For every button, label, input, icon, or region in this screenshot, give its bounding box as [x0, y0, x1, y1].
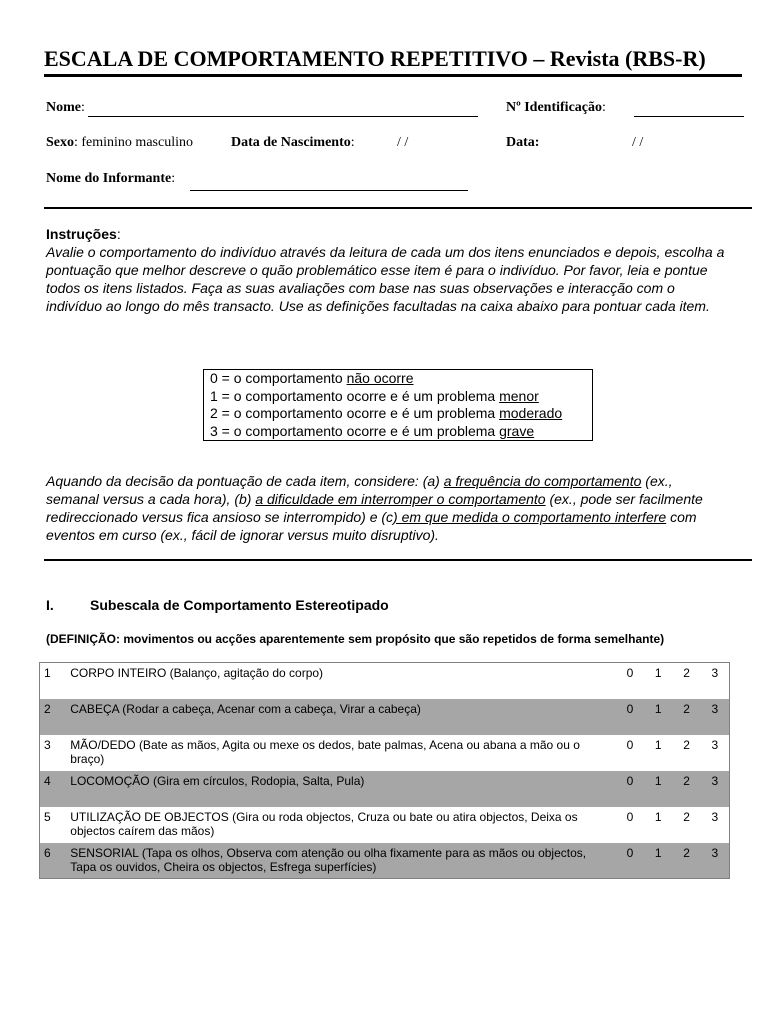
- score-option-1[interactable]: 1: [644, 771, 672, 807]
- section-heading: [46, 597, 389, 613]
- score-option-3[interactable]: 3: [701, 771, 730, 807]
- table-row: [40, 735, 730, 771]
- item-description: SENSORIAL (Tapa os olhos, Observa com atenção ou olha fixamente para as mãos ou objectos, Tapa os ouvidos, Cheira os objectos, Esfrega superfícies): [66, 843, 616, 879]
- instructions-title: Instruções: [46, 226, 117, 242]
- id-field-label: Nº Identificação:: [506, 100, 606, 115]
- score-option-0[interactable]: 0: [626, 737, 634, 752]
- item-description: UTILIZAÇÃO DE OBJECTOS (Gira ou roda objectos, Cruza ou bate ou atira objectos, Deixa os objectos caírem das mãos): [70, 809, 578, 838]
- section-number: I.: [46, 597, 54, 613]
- legend-item: 0 = o comportamento não ocorre: [210, 370, 414, 386]
- score-option-1[interactable]: 1: [654, 809, 662, 824]
- title-rule: [44, 74, 742, 77]
- table-row: [40, 807, 730, 843]
- items-table: [39, 662, 730, 879]
- instructions-block: Instruções: Avalie o comportamento do indivíduo através da leitura de cada um dos itens enunciados e depois, escolha a pontuação que melhor descreve o quão problemático esse item é para o indivíduo. Por favor, leia e pontue todos os itens listados. Faça as suas avaliações com base nas suas observações e interacção com o indivíduo ao longo do mês transacto. Use as definições facultadas na caixa abaixo para pontuar cada item.: [46, 226, 725, 314]
- table-row: [40, 771, 730, 807]
- section-title: Subescala de Comportamento Estereotipado: [90, 597, 389, 613]
- intro-separator: [44, 559, 752, 561]
- informant-field-line[interactable]: [190, 190, 468, 191]
- table-row: [40, 699, 730, 735]
- score-option-3[interactable]: 3: [711, 809, 719, 824]
- item-description: CABEÇA (Rodar a cabeça, Acenar com a cabeça, Virar a cabeça): [66, 699, 616, 735]
- score-option-2[interactable]: 2: [672, 699, 700, 735]
- item-number: 3: [44, 737, 51, 752]
- score-option-2[interactable]: 2: [683, 666, 690, 680]
- table-row: [40, 843, 730, 879]
- scoring-considerations: Aquando da decisão da pontuação de cada item, considere: (a) a frequência do comportamento (ex., semanal versus a cada hora), (b) a dificuldade em interromper o comportamento (ex., pode ser facilmente redireccionado versus fica ansioso se interrompido) e (c) em que medida o comportamento interfere com eventos em curso (ex., fácil de ignorar versus muito disruptivo).: [46, 473, 703, 543]
- page-title: ESCALA DE COMPORTAMENTO REPETITIVO – Revista (RBS-R): [44, 46, 706, 71]
- id-field-line[interactable]: [634, 116, 744, 117]
- score-legend-box: [203, 369, 593, 441]
- legend-item: 3 = o comportamento ocorre e é um problema grave: [210, 422, 535, 439]
- item-number: 2: [40, 699, 67, 735]
- item-number: 4: [40, 771, 67, 807]
- sex-field: Sexo: feminino masculino: [46, 135, 193, 150]
- item-number: 6: [40, 843, 67, 879]
- score-option-0[interactable]: 0: [616, 843, 644, 879]
- date-field-label: Data:: [506, 135, 540, 150]
- item-description: CORPO INTEIRO (Balanço, agitação do corpo): [70, 666, 324, 680]
- header-separator: [44, 207, 752, 209]
- score-option-0[interactable]: 0: [626, 666, 634, 680]
- name-field-line[interactable]: [88, 116, 478, 117]
- table-row: [40, 663, 730, 699]
- item-description: LOCOMOÇÃO (Gira em círculos, Rodopia, Salta, Pula): [66, 771, 616, 807]
- score-option-0[interactable]: 0: [616, 699, 644, 735]
- item-number: 5: [44, 809, 51, 824]
- score-option-2[interactable]: 2: [683, 809, 690, 824]
- instructions-text: Avalie o comportamento do indivíduo através da leitura de cada um dos itens enunciados e depois, escolha a pontuação que melhor descreve o quão problemático esse item é para o indivíduo. Por favor, leia e pontue todos os itens listados. Faça as suas avaliações com base nas suas observações e interacção com o indivíduo ao longo do mês transacto. Use as definições facultadas na caixa abaixo para pontuar cada item.: [46, 244, 725, 314]
- score-option-1[interactable]: 1: [654, 737, 662, 752]
- score-option-3[interactable]: 3: [711, 666, 719, 680]
- score-option-0[interactable]: 0: [616, 771, 644, 807]
- item-number: 1: [44, 666, 51, 680]
- score-option-2[interactable]: 2: [672, 771, 700, 807]
- score-option-1[interactable]: 1: [654, 666, 662, 680]
- score-option-3[interactable]: 3: [711, 737, 719, 752]
- score-option-2[interactable]: 2: [683, 737, 690, 752]
- name-field-label: Nome:: [46, 100, 85, 115]
- score-option-3[interactable]: 3: [701, 699, 730, 735]
- score-option-0[interactable]: 0: [626, 809, 634, 824]
- score-option-1[interactable]: 1: [644, 699, 672, 735]
- score-option-3[interactable]: 3: [701, 843, 730, 879]
- item-description: MÃO/DEDO (Bate as mãos, Agita ou mexe os dedos, bate palmas, Acena ou abana a mão ou o braço): [70, 737, 580, 766]
- birthdate-field-label: Data de Nascimento:: [231, 135, 355, 150]
- informant-field-label: Nome do Informante:: [46, 171, 176, 186]
- score-option-2[interactable]: 2: [672, 843, 700, 879]
- birthdate-field-value[interactable]: / /: [397, 135, 409, 150]
- section-definition: (DEFINIÇÃO: movimentos ou acções aparentemente sem propósito que são repetidos de forma semelhante): [46, 632, 665, 646]
- date-field-value[interactable]: / /: [632, 135, 644, 150]
- legend-item: 1 = o comportamento ocorre e é um problema menor: [210, 387, 539, 404]
- legend-item: 2 = o comportamento ocorre e é um problema moderado: [210, 405, 563, 421]
- score-option-1[interactable]: 1: [644, 843, 672, 879]
